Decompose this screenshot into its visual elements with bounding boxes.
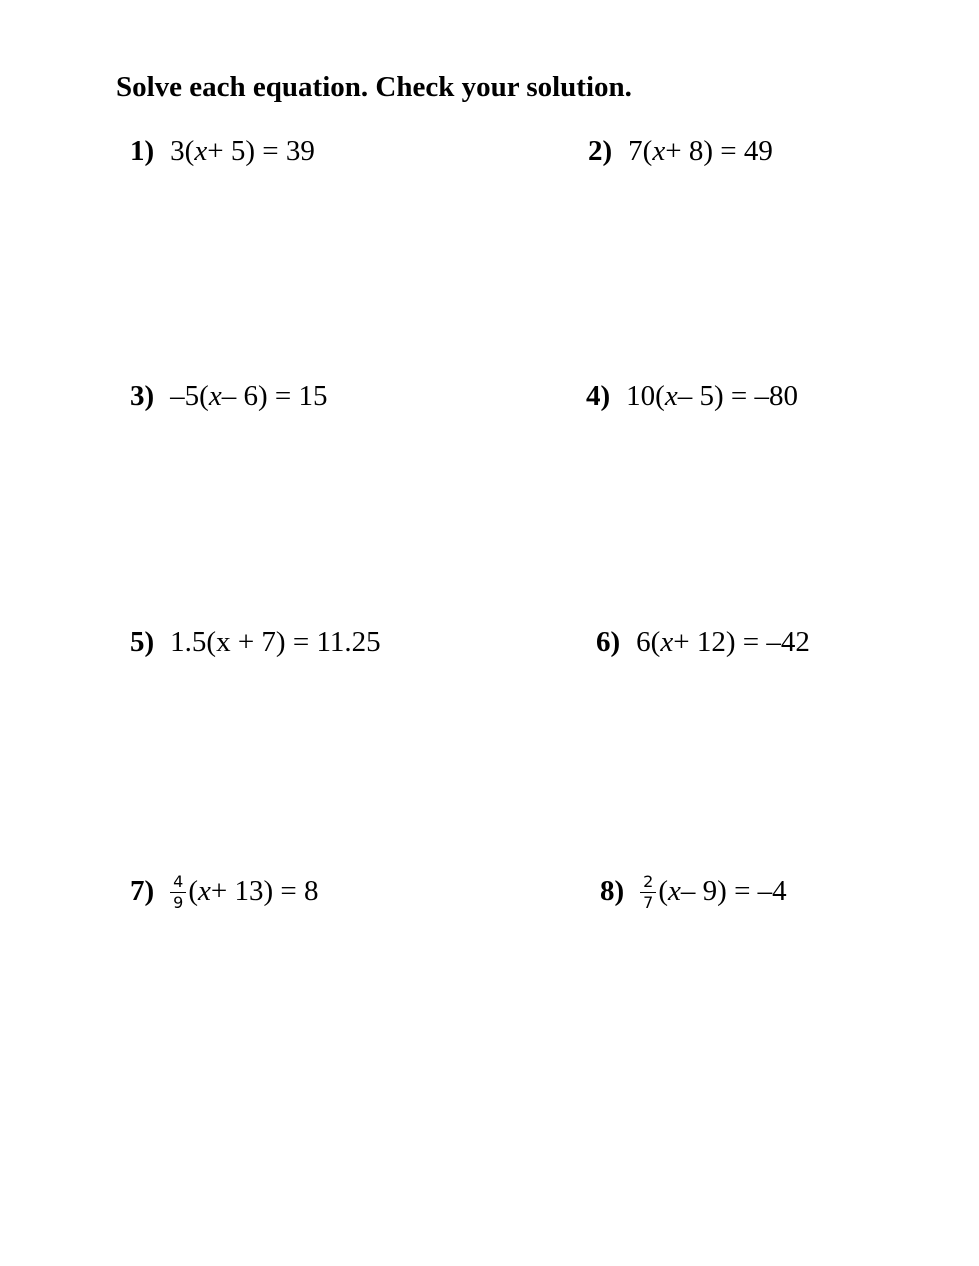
problem-7 <box>130 873 319 910</box>
problem-8 <box>600 873 787 910</box>
problem-equation: $\frac{2}{7}$ ( x – 9) = –4 <box>640 873 787 910</box>
fraction-coefficient <box>640 874 656 911</box>
problem-2 <box>588 137 773 166</box>
problem-number: 3) <box>130 380 155 412</box>
problem-equation: 7( x + 8) = 49 <box>628 135 773 167</box>
variable: x <box>668 875 681 907</box>
variable: x <box>664 380 678 412</box>
problem-5 <box>130 628 381 657</box>
fraction-denominator: 7 <box>643 893 654 912</box>
problem-equation: 10( x – 5) = –80 <box>626 380 798 412</box>
variable: x <box>194 135 208 167</box>
variable: x <box>652 135 666 167</box>
problem-number: 5) <box>130 626 155 658</box>
problem-equation: 1.5(x + 7) = 11.25 <box>170 626 381 658</box>
problem-number: 1) <box>130 135 155 167</box>
problem-4 <box>586 382 798 411</box>
problem-6 <box>596 628 810 657</box>
problem-number: 8) <box>600 875 625 907</box>
fraction-denominator: 9 <box>173 893 184 912</box>
problem-equation: 3( x + 5) = 39 <box>170 135 315 167</box>
problem-number: 6) <box>596 626 621 658</box>
fraction-numerator: 4 <box>170 874 186 893</box>
variable: x <box>660 626 674 658</box>
worksheet-instructions: Solve each equation. Check your solution. <box>116 71 632 103</box>
problem-equation: –5( x – 6) = 15 <box>170 380 328 412</box>
variable: x <box>198 875 211 907</box>
problem-equation: $\frac{4}{9}$ ( x + 13) = 8 <box>170 873 318 910</box>
fraction-coefficient <box>170 874 186 911</box>
fraction-numerator: 2 <box>640 874 656 893</box>
problem-number: 4) <box>586 380 611 412</box>
problem-number: 7) <box>130 875 155 907</box>
problem-1 <box>130 137 315 166</box>
variable: x <box>208 380 222 412</box>
problem-equation: 6( x + 12) = –42 <box>636 626 810 658</box>
problem-3 <box>130 382 327 411</box>
problem-number: 2) <box>588 135 613 167</box>
